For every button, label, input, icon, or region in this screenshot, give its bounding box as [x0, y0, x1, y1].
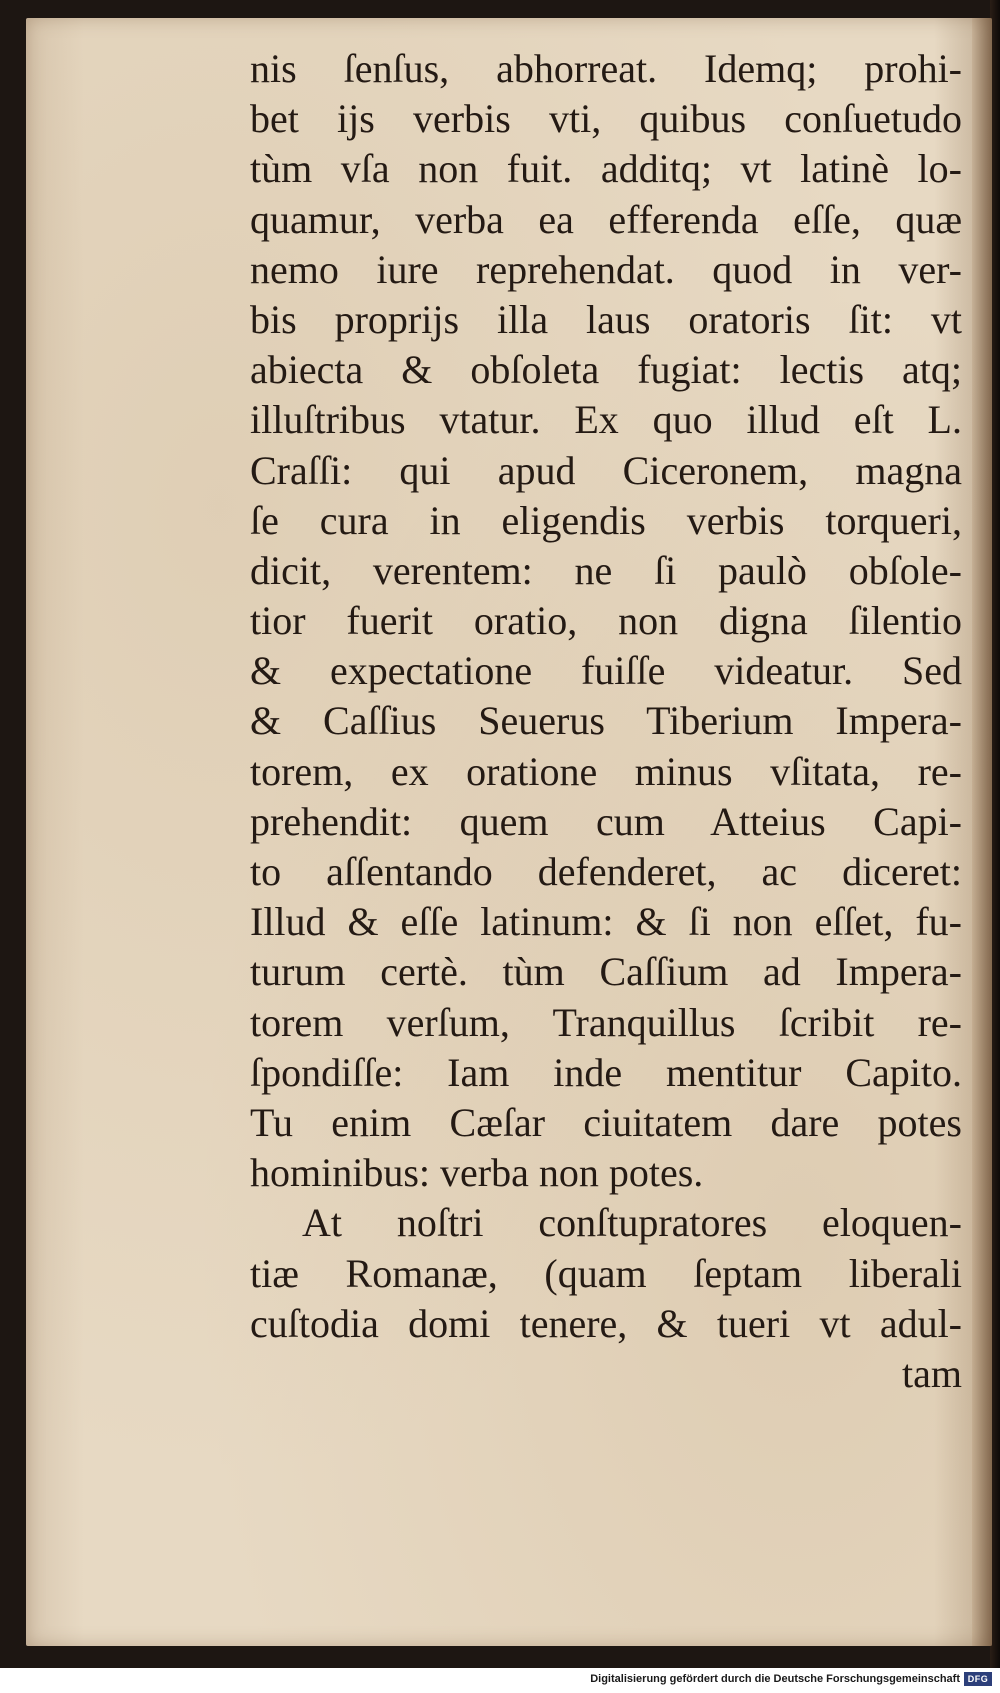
text-line-16: prehendit: quem cum Atteius Capi-: [250, 798, 962, 844]
text-line-21: ſpondiſſe: Iam inde mentitur Capito.: [250, 1049, 962, 1095]
text-line-7: abiecta & obſoleta fugiat: lectis atq;: [250, 347, 962, 393]
text-line-6: bis proprijs illa laus oratoris ſit: vt: [250, 296, 962, 342]
page-right-edge: [972, 18, 992, 1646]
text-line-26: cuſtodia domi tenere, & tueri vt adul-: [250, 1300, 962, 1346]
text-line-24: At noſtri conſtupratores eloquen-: [302, 1200, 962, 1246]
text-line-23: hominibus: verba non potes.: [250, 1150, 704, 1196]
text-line-12: tior fuerit oratio, non digna ſilentio: [250, 598, 962, 644]
digitization-footer: [0, 1668, 1000, 1693]
text-line-11: dicit, verentem: ne ſi paulò obſole-: [250, 547, 962, 593]
text-line-20: torem verſum, Tranquillus ſcribit re-: [250, 999, 962, 1045]
dfg-logo-icon: DFG: [964, 1672, 992, 1686]
text-line-1: nis ſenſus, abhorreat. Idemq; prohi-: [250, 46, 962, 91]
text-line-15: torem, ex oratione minus vſitata, re-: [250, 748, 962, 794]
text-line-10: ſe cura in eligendis verbis torqueri,: [250, 497, 962, 543]
text-line-19: turum certè. tùm Caſſium ad Impera-: [250, 949, 962, 995]
text-line-18: Illud & eſſe latinum: & ſi non eſſet, fu-: [250, 899, 962, 945]
text-line-13: & expectatione fuiſſe videatur. Sed: [250, 648, 962, 694]
text-line-5: nemo iure reprehendat. quod in ver-: [250, 246, 962, 292]
text-line-3: tùm vſa non fuit. additq; vt latinè lo-: [250, 146, 962, 192]
text-line-14: & Caſſius Seuerus Tiberium Impera-: [250, 698, 962, 744]
text-line-22: Tu enim Cæſar ciuitatem dare potes: [250, 1099, 962, 1145]
text-line-8: illuſtribus vtatur. Ex quo illud eſt L.: [250, 397, 962, 443]
text-line-25: tiæ Romanæ, (quam ſeptam liberali: [250, 1250, 962, 1296]
footer-credit-text: Digitalisierung gefördert durch die Deutsche Forschungsgemeinschaft: [590, 1673, 960, 1685]
text-line-17: to aſſentando defenderet, ac diceret:: [250, 849, 962, 894]
page-text-block: [250, 44, 962, 1399]
catchword: tam: [902, 1350, 962, 1396]
text-line-2: bet ijs verbis vti, quibus conſuetudo: [250, 96, 962, 142]
text-line-4: quamur, verba ea efferenda eſſe, quæ: [250, 196, 962, 242]
text-line-9: Craſſi: qui apud Ciceronem, magna: [250, 447, 962, 493]
